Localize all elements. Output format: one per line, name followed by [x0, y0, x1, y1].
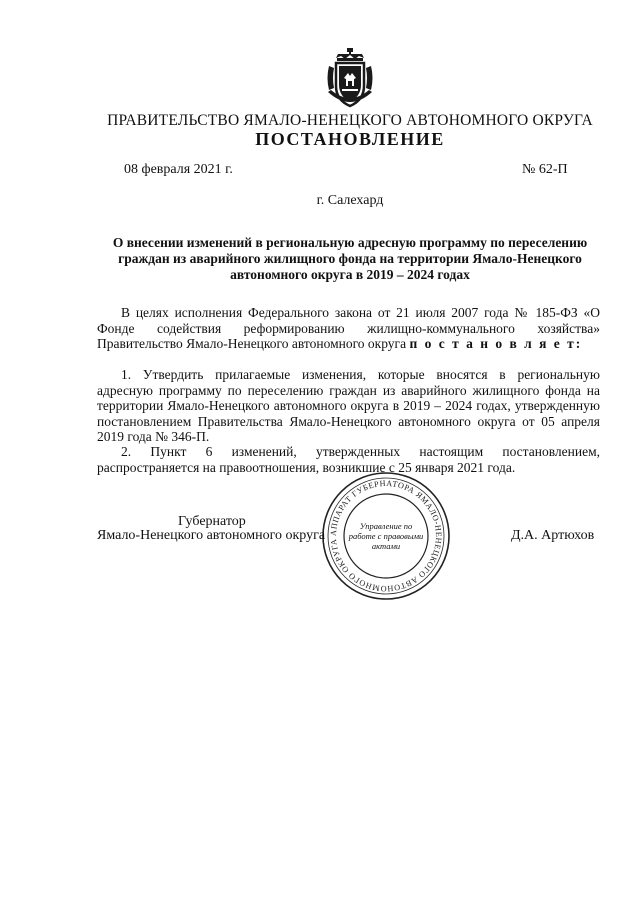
document-type: ПОСТАНОВЛЕНИЕ [255, 129, 445, 149]
document-title: О внесении изменений в региональную адресную программу по переселению граждан из аварийного жилищного фонда на территории Ямало-Ненецкого автономного округа в 2019 – 2024 годах [112, 235, 588, 282]
item-1-paragraph: 1. Утвердить прилагаемые изменения, которые вносятся в региональную адресную программу по переселению граждан из аварийного жилищного фонда на территории Ямало-Ненецкого автономного округа в 2019 – 2024 годах, утвержденную постановлением Правительства Ямало-Ненецкого автономного округа от 05 апреля 2019 года № 346-П. [97, 367, 600, 444]
signer-name: Д.А. Артюхов [511, 528, 595, 543]
coat-of-arms-icon [325, 48, 375, 110]
stamp-ring-text: АППАРАТ ГУБЕРНАТОРА ЯМАЛО-НЕНЕЦКОГО АВТОНОМНОГО ОКРУГА [328, 478, 444, 594]
intro-paragraph [97, 305, 600, 352]
document-date: 08 февраля 2021 г. [124, 162, 233, 177]
signer-position-line1: Губернатор [178, 514, 246, 529]
item-2-paragraph: 2. Пункт 6 изменений, утвержденных настоящим постановлением, распространяется на правоотношения, возникшие с 25 января 2021 года. [97, 444, 600, 475]
document-city: г. Салехард [316, 193, 384, 208]
signer-position-line2: Ямало-Ненецкого автономного округа [97, 528, 326, 543]
document-number: № 62-П [522, 162, 568, 177]
decree-word: п о с т а н о в л я е т: [409, 336, 583, 351]
stamp-center-text: Управление по работе с правовыми актами [348, 521, 424, 551]
organization-name: ПРАВИТЕЛЬСТВО ЯМАЛО-НЕНЕЦКОГО АВТОНОМНОГО ОКРУГА [107, 112, 593, 129]
intro-text: В целях исполнения Федерального закона от 21 июля 2007 года № 185-ФЗ «О Фонде содействия реформированию жилищно-коммунального хозяйства» Правительство Ямало-Ненецкого автономного округа [97, 305, 600, 351]
